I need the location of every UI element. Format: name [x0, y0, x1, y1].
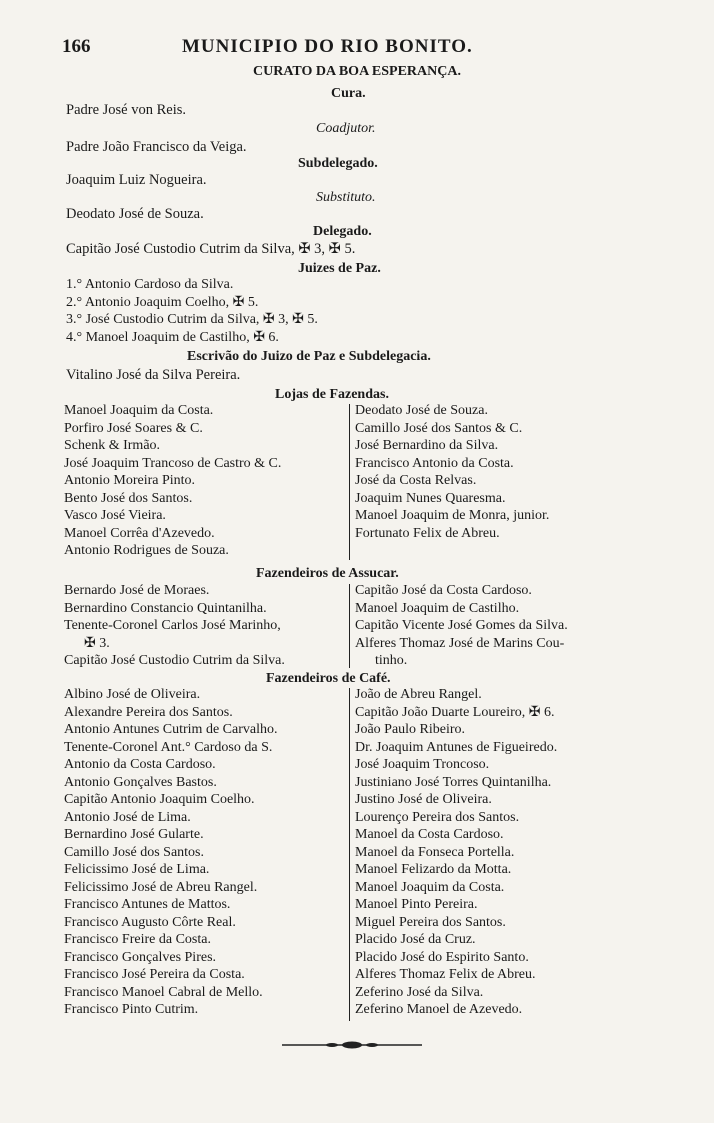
list-item: Felicissimo José de Lima. [64, 862, 210, 877]
list-item: Camillo José dos Santos & C. [355, 420, 523, 436]
juizes-list [66, 276, 318, 346]
curato-title: CURATO DA BOA ESPERANÇA. [253, 64, 461, 79]
list-item: Dr. Joaquim Antunes de Figueiredo. [355, 739, 558, 755]
list-item: Albino José de Oliveira. [64, 687, 201, 702]
lojas-heading: Lojas de Fazendas. [275, 387, 389, 402]
list-item: Manoel Pinto Pereira. [355, 897, 478, 912]
assucar-right-column [355, 582, 568, 670]
list-item: Francisco Antunes de Mattos. [64, 897, 231, 912]
list-item: tinho. [375, 653, 408, 668]
subdelegado-heading: Subdelegado. [298, 156, 378, 171]
list-item: Francisco Freire da Costa. [64, 932, 211, 947]
list-item: Justiniano José Torres Quintanilha. [355, 774, 552, 790]
substituto-name: Deodato José de Souza. [66, 206, 204, 222]
cafe-left-column [64, 686, 277, 1019]
list-item: Porfiro José Soares & C. [64, 420, 203, 436]
cafe-right-column [355, 686, 557, 1019]
list-item: Alferes Thomaz Felix de Abreu. [355, 967, 536, 982]
list-item: Manoel Joaquim da Costa. [355, 879, 505, 895]
subdelegado-name: Joaquim Luiz Nogueira. [66, 172, 207, 188]
list-item: Tenente-Coronel Ant.° Cardoso da S. [64, 739, 273, 755]
list-item: Fortunato Felix de Abreu. [355, 525, 500, 541]
lojas-left-column [64, 402, 281, 560]
list-item: Francisco José Pereira da Costa. [64, 967, 245, 982]
cura-heading: Cura. [331, 86, 366, 101]
list-item: Antonio Gonçalves Bastos. [64, 774, 217, 790]
delegado-name: Capitão José Custodio Cutrim da Silva, ✠ 3, ✠ 5. [66, 241, 356, 257]
lojas-right-column [355, 402, 549, 542]
list-item: Antonio Antunes Cutrim de Carvalho. [64, 722, 278, 737]
substituto-heading: Substituto. [316, 190, 376, 205]
list-item: Antonio Moreira Pinto. [64, 473, 196, 488]
list-item: Alferes Thomaz José de Marins Cou- [355, 635, 565, 651]
list-item: Antonio Rodrigues de Souza. [64, 543, 229, 558]
cafe-heading: Fazendeiros de Café. [266, 671, 391, 686]
juizes-heading: Juizes de Paz. [298, 261, 381, 276]
list-item: José Joaquim Trancoso de Castro & C. [64, 455, 282, 471]
list-item: 2.° Antonio Joaquim Coelho, ✠ 5. [66, 294, 259, 310]
list-item: Francisco Manoel Cabral de Mello. [64, 984, 263, 1000]
ornament-divider [282, 1041, 422, 1049]
list-item: Deodato José de Souza. [355, 403, 488, 418]
list-item: José Bernardino da Silva. [355, 438, 499, 453]
list-item: Tenente-Coronel Carlos José Marinho, [64, 618, 281, 633]
list-item: Francisco Gonçalves Pires. [64, 949, 217, 965]
list-item: João de Abreu Rangel. [355, 687, 482, 702]
list-item: Manoel Joaquim de Monra, junior. [355, 508, 550, 523]
list-item: Zeferino Manoel de Azevedo. [355, 1002, 523, 1017]
list-item: Vasco José Vieira. [64, 508, 166, 523]
column-divider [349, 584, 350, 668]
list-item: Manoel da Costa Cardoso. [355, 827, 504, 842]
coadjutor-name: Padre João Francisco da Veiga. [66, 139, 247, 155]
list-item: Placido José do Espirito Santo. [355, 949, 529, 965]
list-item: Bernardino José Gularte. [64, 827, 204, 842]
list-item: Bento José dos Santos. [64, 490, 193, 506]
list-item: Manoel Felizardo da Motta. [355, 862, 512, 877]
list-item: Bernardo José de Moraes. [64, 583, 210, 598]
list-item: Manoel Corrêa d'Azevedo. [64, 525, 215, 541]
list-item: 1.° Antonio Cardoso da Silva. [66, 277, 234, 292]
list-item: Felicissimo José de Abreu Rangel. [64, 879, 258, 895]
page-number: 166 [62, 36, 91, 57]
list-item: Manoel Joaquim de Castilho. [355, 600, 520, 616]
escrivao-name: Vitalino José da Silva Pereira. [66, 367, 241, 383]
column-divider [349, 404, 350, 560]
assucar-heading: Fazendeiros de Assucar. [256, 566, 399, 581]
list-item: Antonio da Costa Cardoso. [64, 757, 216, 772]
page-header [62, 36, 702, 60]
list-item: Zeferino José da Silva. [355, 984, 484, 1000]
list-item: 4.° Manoel Joaquim de Castilho, ✠ 6. [66, 329, 279, 345]
list-item: Placido José da Cruz. [355, 932, 476, 947]
list-item: João Paulo Ribeiro. [355, 722, 466, 737]
coadjutor-heading: Coadjutor. [316, 121, 376, 136]
list-item: Miguel Pereira dos Santos. [355, 914, 506, 930]
page-title: MUNICIPIO DO RIO BONITO. [182, 36, 473, 57]
list-item: Camillo José dos Santos. [64, 844, 205, 860]
delegado-heading: Delegado. [313, 224, 372, 239]
list-item: Capitão João Duarte Loureiro, ✠ 6. [355, 704, 555, 720]
escrivao-heading: Escrivão do Juizo de Paz e Subdelegacia. [187, 349, 431, 364]
assucar-left-column [64, 582, 285, 670]
list-item: Capitão Vicente José Gomes da Silva. [355, 618, 568, 633]
list-item: Antonio José de Lima. [64, 809, 191, 825]
list-item: Alexandre Pereira dos Santos. [64, 704, 233, 720]
list-item: Francisco Antonio da Costa. [355, 455, 514, 471]
column-divider [349, 688, 350, 1021]
list-item: Capitão José Custodio Cutrim da Silva. [64, 653, 285, 668]
list-item: 3.° José Custodio Cutrim da Silva, ✠ 3, ✠ 5. [66, 312, 318, 327]
list-item: Bernardino Constancio Quintanilha. [64, 600, 267, 616]
list-item: Manoel Joaquim da Costa. [64, 403, 214, 418]
list-item: Manoel da Fonseca Portella. [355, 844, 515, 860]
list-item: Francisco Pinto Cutrim. [64, 1002, 199, 1017]
list-item: Francisco Augusto Côrte Real. [64, 914, 236, 930]
list-item: José Joaquim Troncoso. [355, 757, 490, 772]
list-item: Joaquim Nunes Quaresma. [355, 490, 506, 506]
list-item: Capitão Antonio Joaquim Coelho. [64, 792, 255, 807]
cura-name: Padre José von Reis. [66, 102, 187, 118]
list-item: Justino José de Oliveira. [355, 792, 492, 807]
list-item: ✠ 3. [84, 635, 110, 651]
list-item: José da Costa Relvas. [355, 473, 477, 488]
list-item: Schenk & Irmão. [64, 438, 161, 453]
list-item: Capitão José da Costa Cardoso. [355, 583, 532, 598]
list-item: Lourenço Pereira dos Santos. [355, 809, 520, 825]
